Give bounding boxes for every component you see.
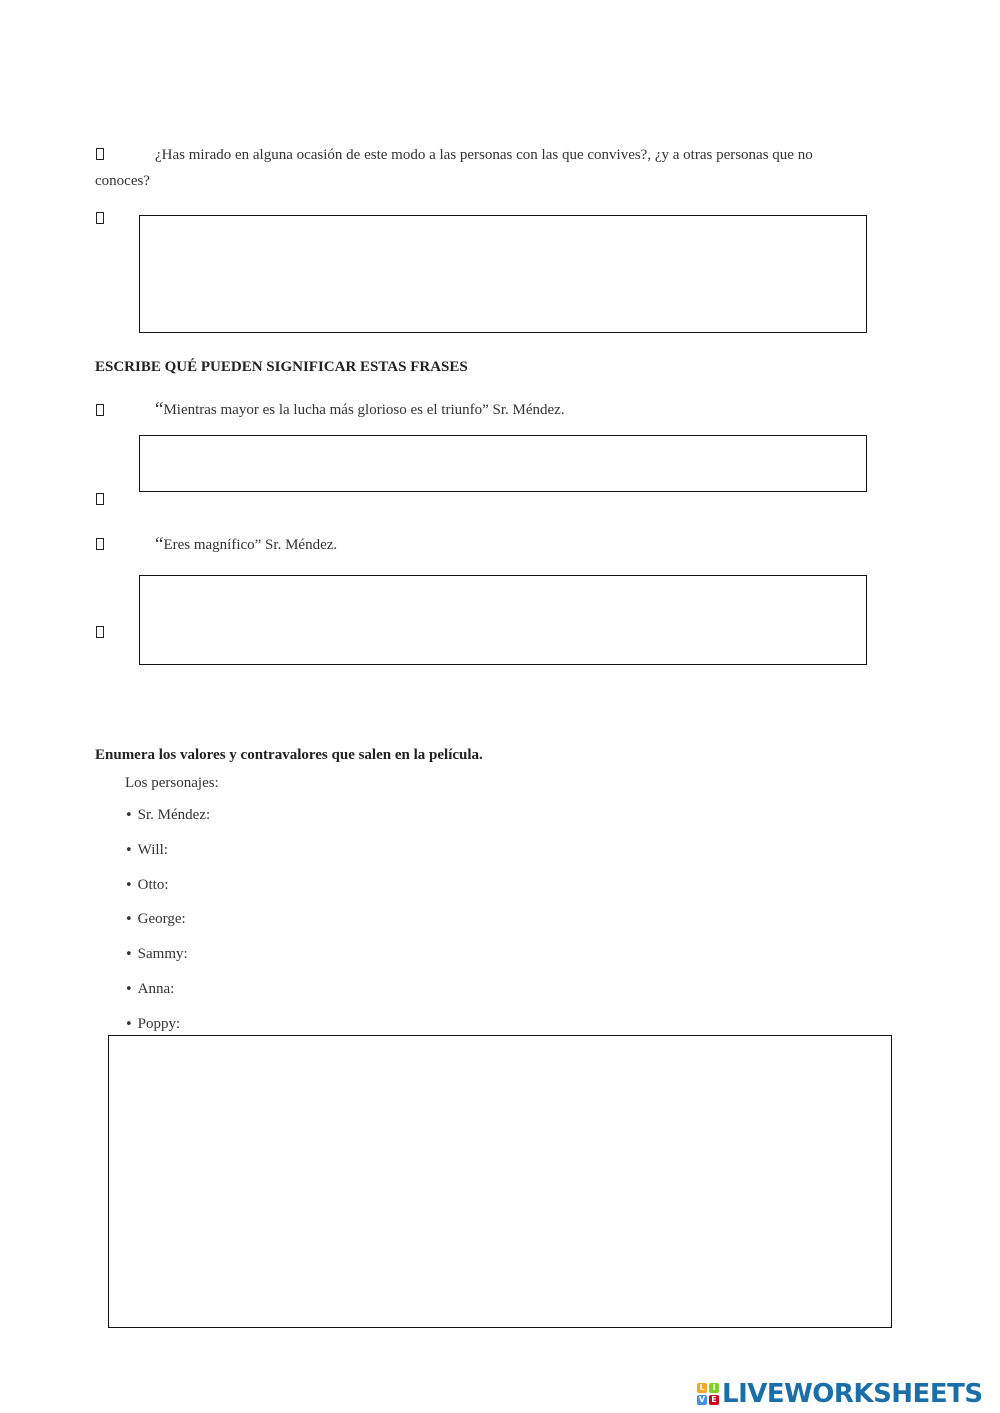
open-quote: “ — [155, 399, 164, 420]
question-text-line2: conoces? — [95, 173, 150, 189]
bullet-icon: • — [125, 982, 133, 997]
checkbox-icon — [96, 493, 104, 505]
checkbox-icon — [96, 404, 104, 416]
checkbox-icon — [96, 148, 104, 160]
logo-letter: I — [709, 1383, 719, 1393]
bullet-icon: • — [125, 843, 133, 858]
logo-letter: V — [698, 1395, 706, 1404]
bullet-icon: • — [125, 878, 133, 893]
answer-box-question[interactable] — [139, 215, 867, 333]
checkbox-icon — [96, 538, 104, 550]
list-item-character: • Will: — [125, 842, 168, 858]
phrase-2 — [155, 532, 337, 558]
bullet-icon: • — [125, 947, 133, 962]
answer-box-phrase-2[interactable] — [139, 575, 867, 665]
logo-text: LIVEWORKSHEETS — [722, 1379, 983, 1409]
list-item-character: • Anna: — [125, 981, 175, 997]
list-item-character: • Otto: — [125, 877, 169, 893]
answer-box-values[interactable] — [108, 1035, 892, 1328]
list-item-character: • George: — [125, 911, 186, 927]
characters-label: Los personajes: — [125, 775, 219, 791]
list-item-character: • Sammy: — [125, 946, 188, 962]
list-item-character: • Poppy: — [125, 1016, 181, 1032]
phrase-1-text: Mientras mayor es la lucha más glorioso es el triunfo” Sr. Méndez. — [163, 402, 565, 418]
section-heading: ESCRIBE QUÉ PUEDEN SIGNIFICAR ESTAS FRASES — [95, 359, 468, 375]
bullet-icon: • — [125, 808, 133, 823]
list-item-character: • Sr. Méndez: — [125, 807, 211, 823]
liveworksheets-logo — [697, 1378, 983, 1410]
logo-letter: E — [709, 1395, 719, 1405]
answer-box-phrase-1[interactable] — [139, 435, 867, 492]
bullet-icon: • — [125, 1017, 133, 1032]
phrase-2-text: Eres magnífico” Sr. Méndez. — [163, 537, 338, 553]
open-quote: “ — [155, 534, 164, 555]
checkbox-icon — [96, 626, 104, 638]
phrase-1 — [155, 397, 565, 423]
checkbox-icon — [96, 212, 104, 224]
question-text-line1: ¿Has mirado en alguna ocasión de este modo a las personas con las que convives?, ¿y a otras personas que no — [155, 147, 813, 163]
logo-letter: L — [697, 1383, 707, 1393]
values-heading: Enumera los valores y contravalores que salen en la película. — [95, 747, 483, 763]
logo-mark-icon — [697, 1383, 719, 1405]
bullet-icon: • — [125, 912, 133, 927]
